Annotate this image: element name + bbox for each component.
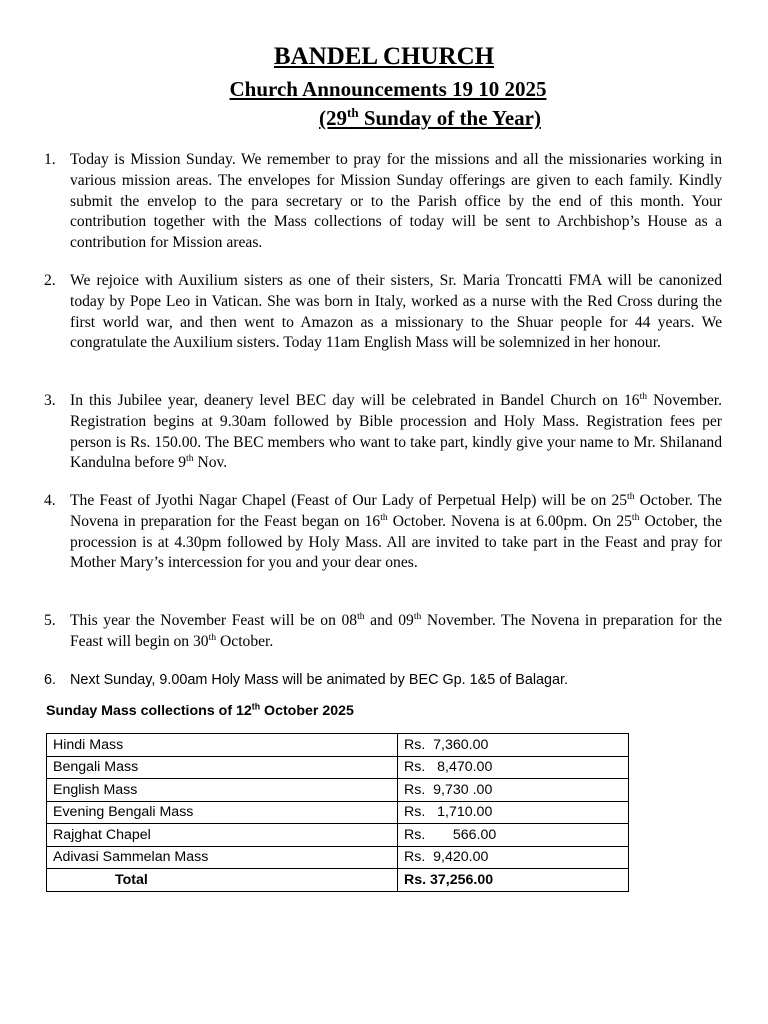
announcements-subtitle: Church Announcements 19 10 2025	[229, 77, 547, 101]
table-row	[47, 846, 629, 869]
mass-name-cell: Bengali Mass	[47, 756, 398, 779]
item-text: Next Sunday, 9.00am Holy Mass will be animated by BEC Gp. 1&5 of Balagar.	[70, 672, 569, 688]
collections-heading: Sunday Mass collections of 12th October 2025	[46, 701, 354, 719]
amount-cell: Rs. 8,470.00	[398, 756, 629, 779]
table-row	[47, 756, 629, 779]
announcement-item-1	[44, 150, 722, 254]
announcement-item-3	[44, 391, 722, 474]
amount-cell: Rs. 9,730 .00	[398, 779, 629, 802]
announcement-item-6	[44, 670, 734, 690]
table-row	[47, 779, 629, 802]
sunday-of-year-heading: (29th Sunday of the Year)	[319, 105, 541, 130]
mass-name-cell: Hindi Mass	[47, 734, 398, 757]
total-label-cell: Total	[47, 869, 398, 892]
item-number: 5.	[44, 612, 56, 629]
item-text: Today is Mission Sunday. We remember to pray for the missions and all the missionaries working in various mission areas. The envelopes for Mission Sunday offerings are given to each family. Kindly submit the envelop to the para secretary or to the Parish office by the end of this month. Your contribution together with the Mass collections of today will be sent to Archbishop’s House as a contribution for Mission areas.	[70, 151, 722, 252]
item-text: We rejoice with Auxilium sisters as one of their sisters, Sr. Maria Troncatti FMA will be canonized today by Pope Leo in Vatican. She was born in Italy, worked as a nurse with the Red Cross during the first world war, and then went to Amazon as a missionary to the Shuar people for 44 years. We congratulate the Auxilium sisters. Today 11am English Mass will be solemnized in her honour.	[70, 272, 722, 352]
table-row	[47, 824, 629, 847]
announcement-item-2	[44, 271, 722, 354]
announcement-item-5	[44, 611, 722, 653]
mass-name-cell: Rajghat Chapel	[47, 824, 398, 847]
table-row	[47, 734, 629, 757]
item-number: 1.	[44, 151, 56, 168]
item-number: 3.	[44, 392, 56, 409]
item-number: 4.	[44, 492, 56, 509]
total-row	[47, 869, 629, 892]
item-text: The Feast of Jyothi Nagar Chapel (Feast of Our Lady of Perpetual Help) will be on 25th October. The Novena in preparation for the Feast began on 16th October. Novena is at 6.00pm. On 25th October, the procession is at 4.30pm followed by Holy Mass. All are invited to take part in the Feast and pray for Mother Mary’s intercession for you and your dear ones.	[70, 490, 722, 572]
amount-cell: Rs. 566.00	[398, 824, 629, 847]
table-row	[47, 801, 629, 824]
total-amount-cell: Rs. 37,256.00	[398, 869, 629, 892]
amount-cell: Rs. 7,360.00	[398, 734, 629, 757]
item-number: 2.	[44, 272, 56, 289]
item-text: In this Jubilee year, deanery level BEC day will be celebrated in Bandel Church on 16th November. Registration begins at 9.30am followed by Bible procession and Holy Mass. Registration fees per person is Rs. 150.00. The BEC members who want to take part, kindly give your name to Mr. Shilanand Kandulna before 9th Nov.	[70, 390, 722, 472]
church-name-title: BANDEL CHURCH	[273, 43, 495, 70]
announcement-item-4	[44, 491, 722, 574]
mass-name-cell: Evening Bengali Mass	[47, 801, 398, 824]
amount-cell: Rs. 9,420.00	[398, 846, 629, 869]
item-number: 6.	[44, 672, 57, 688]
item-text: This year the November Feast will be on 08th and 09th November. The Novena in preparation for the Feast will begin on 30th October.	[70, 610, 722, 650]
mass-name-cell: Adivasi Sammelan Mass	[47, 846, 398, 869]
collections-table	[46, 733, 629, 892]
amount-cell: Rs. 1,710.00	[398, 801, 629, 824]
mass-name-cell: English Mass	[47, 779, 398, 802]
